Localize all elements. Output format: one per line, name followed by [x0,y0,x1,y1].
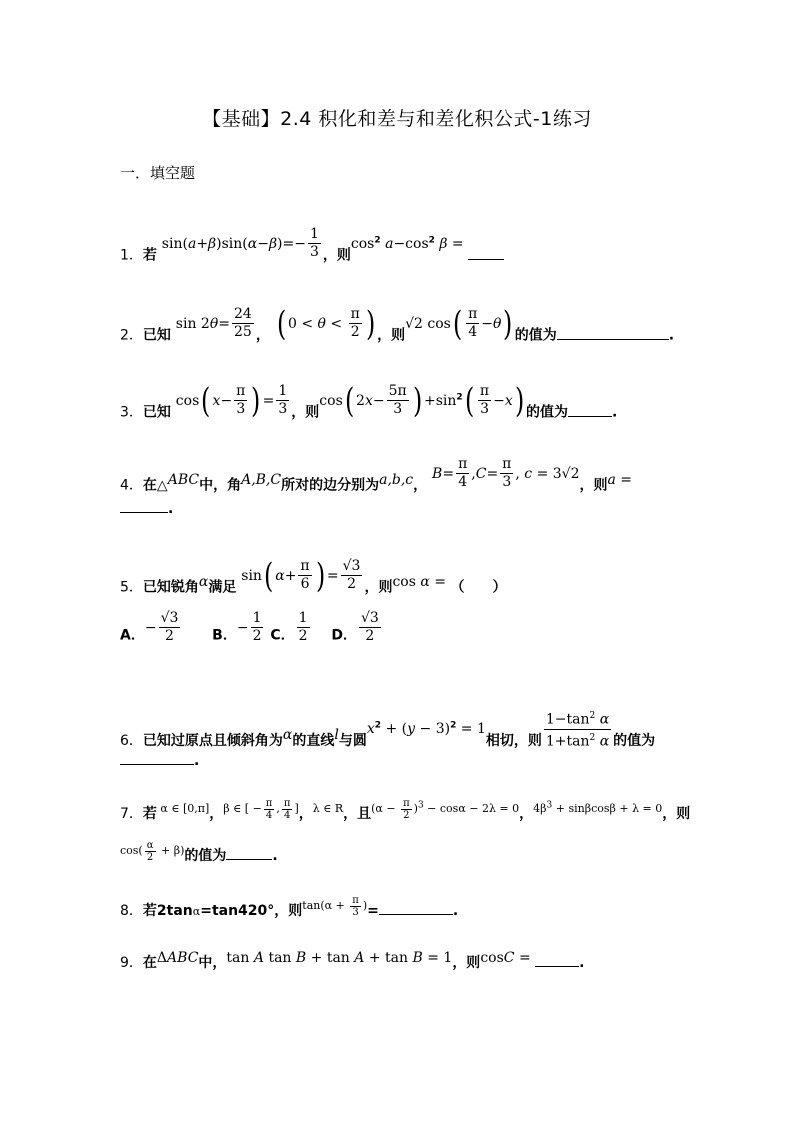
question-6-answer-line: . [120,752,199,769]
question-1: 1．若 sin(a+β)sin(α−β)=− $\frac{1}{3}$ ，则$\cos^2 a-\cos^2$ β = [120,238,504,273]
answer-blank[interactable] [535,954,579,967]
option-a[interactable]: A．− $\frac{√3}{2}$ [120,610,179,644]
question-4: 4．在△ABC中，角A,B,C所对的边分别为a,b,c， B= $\frac{\pi}{4}$ ,C= $\frac{\pi}{3}$ , c = 3√2，则a = [120,456,633,494]
question-4-answer-line: . [120,500,173,517]
answer-blank[interactable] [120,752,194,765]
answer-blank[interactable] [379,902,453,915]
option-d[interactable]: D． $\frac{√3}{2}$ [331,610,379,644]
option-c[interactable]: C． $\frac{1}{2}$ [270,610,308,644]
question-9: 9．在ΔABC中，tan A tan B + tan A + tan B = 1，则cosC = . [120,950,585,971]
answer-blank[interactable] [568,404,612,417]
question-8: 8．若2tanα=tan420°，则$^{tan(\alpha + \frac{\pi}{3} )}$= . [120,894,459,919]
question-7: 7．若 $^{\alpha \in [0,\pi]}$，$^{\beta \in [ - \frac{\pi}{4} , \frac{\pi}{4} ]}$，$^{\lambda \in R}$，且$^{(\alpha - \frac{\pi}{2} )^3 - cos\alpha - 2\lambda = 0}$，$^{4\beta^3 + sin\beta cos\beta + \lambda = 0}$，则 [120,797,691,822]
question-7-line2: $^{cos( \frac{\alpha}{2} + \beta)}$的值为 . [120,839,278,864]
question-2: 2．已知 sin 2θ= $\frac{24}{25}$ ， ( 0 < θ < $\frac{\pi}{2}$ ) ，则√2 cos( $\frac{\pi}{4}$ −θ) 的值为 . [120,303,675,344]
answer-blank[interactable] [468,247,504,260]
page-title: 【基础】2.4 积化和差与和差化积公式-1练习 [202,108,592,130]
option-b[interactable]: B．− $\frac{1}{2}$ [212,610,262,644]
question-6: 6．已知过原点且倾斜角为α的直线l与圆$x^2 + (y - 3)^2 = 1$相切，则 $\frac{1-\tan^2 \alpha}{1+\tan^2 \alpha}$ 的值为 [120,720,655,762]
question-5-options [120,610,383,653]
question-3: 3．已知 cos( x− $\frac{\pi}{3}$ ) = $\frac{1}{3}$ ，则cos( 2x− $\frac{5\pi}{3}$ ) $+\sin^2$( $\frac{\pi}{3}$ −x) 的值为 . [120,380,618,421]
answer-blank[interactable] [120,500,168,513]
answer-blank[interactable] [557,327,669,340]
q1-formula: sin(a+β)sin(α−β)=− $\frac{1}{3}$ [161,226,319,260]
question-5: 5．已知锐角α满足 sin( α+ $\frac{\pi}{6}$ ) = $\frac{√3}{2}$ ，则cos α = （ ） [120,555,507,596]
section-heading: 一．填空题 [120,164,196,182]
answer-blank[interactable] [226,847,272,860]
